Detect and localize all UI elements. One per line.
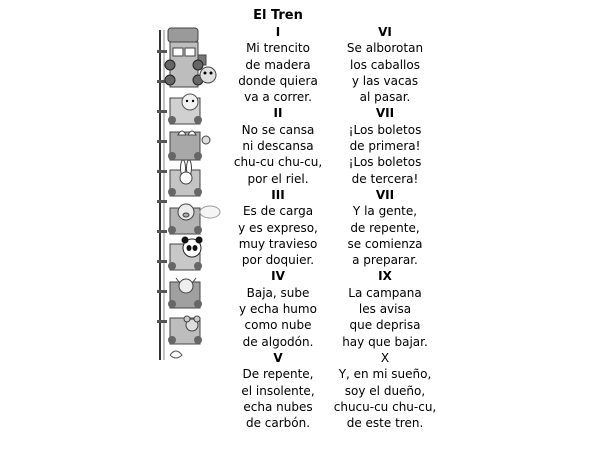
- stanza-numeral: VI: [378, 25, 392, 39]
- poem-title: El Tren: [253, 8, 303, 23]
- stanza-2: [218, 105, 338, 186]
- car-panda-icon: [168, 237, 203, 271]
- stanza-numeral: III: [271, 187, 285, 202]
- verse-line: por el riel.: [247, 171, 309, 186]
- verse-line: de este tren.: [346, 416, 424, 431]
- stanza-9: [325, 268, 445, 349]
- stanza-numeral: IX: [378, 269, 392, 284]
- verse-line: Baja, sube: [246, 285, 310, 300]
- car-sheep-icon: [168, 94, 202, 124]
- verse-line: como nube: [244, 318, 312, 333]
- verse-line: Mi trencito: [246, 41, 310, 56]
- verse-line: va a correr.: [244, 90, 312, 105]
- stanza-6: [325, 24, 445, 105]
- car-chickens-icon: [168, 131, 210, 160]
- car-cow-icon: [168, 278, 202, 308]
- verse-line: de madera: [245, 57, 311, 72]
- stanza-numeral: II: [273, 106, 283, 121]
- verse-line: ni descansa: [242, 139, 314, 154]
- stanza-numeral: VII: [375, 187, 395, 202]
- verse-line: de primera!: [349, 139, 421, 154]
- car-mouse-icon: [168, 316, 202, 344]
- stanza-5: [218, 350, 338, 431]
- verse-line: de repente,: [350, 220, 420, 235]
- verse-line: muy travieso: [238, 236, 318, 251]
- verse-line: Se alborotan: [346, 41, 424, 56]
- left-column: [218, 24, 338, 431]
- stanza-10: [325, 350, 445, 431]
- verse-line: ¡Los boletos: [348, 122, 422, 137]
- right-column: [325, 24, 445, 431]
- verse-line: el insolente,: [241, 383, 315, 398]
- verse-line: chu-cu chu-cu,: [233, 155, 323, 170]
- verse-line: que deprisa: [349, 318, 421, 333]
- verse-line: los caballos: [350, 57, 420, 72]
- verse-line: y echa humo: [239, 302, 317, 317]
- verse-line: chucu-cu chu-cu,: [333, 399, 437, 414]
- tail-swirl: [170, 351, 182, 358]
- verse-line: se comienza: [347, 236, 423, 251]
- verse-line: Y, en mi sueño,: [338, 367, 432, 382]
- verse-line: La campana: [348, 285, 422, 300]
- car-pig-icon: [168, 204, 220, 234]
- verse-line: echa nubes: [243, 399, 313, 414]
- verse-line: No se cansa: [241, 122, 315, 137]
- stanza-1: [218, 24, 338, 105]
- car-rabbit-icon: [168, 160, 202, 196]
- verse-line: les avisa: [358, 302, 412, 317]
- stanza-4: [218, 268, 338, 349]
- verse-line: por doquier.: [241, 253, 315, 268]
- verse-line: a preparar.: [352, 253, 418, 268]
- verse-line: soy el dueño,: [344, 383, 426, 398]
- verse-line: hay que bajar.: [342, 334, 428, 349]
- verse-line: donde quiera: [238, 73, 318, 88]
- verse-line: de tercera!: [351, 171, 419, 186]
- verse-line: De repente,: [242, 367, 314, 382]
- train-illustration: [150, 20, 225, 365]
- verse-line: de carbón.: [245, 416, 311, 431]
- rail-ties: [157, 50, 167, 323]
- verse-line: ¡Los boletos: [348, 155, 422, 170]
- verse-line: y las vacas: [351, 73, 419, 88]
- stanza-numeral: X: [380, 350, 390, 365]
- stanza-numeral: VII: [375, 106, 395, 121]
- verse-line: de algodón.: [242, 334, 314, 349]
- stanza-7: [325, 105, 445, 186]
- verse-line: Es de carga: [242, 204, 314, 219]
- stanza-numeral: I: [275, 25, 281, 39]
- stanza-3: [218, 187, 338, 268]
- stanza-numeral: V: [273, 350, 283, 365]
- verse-line: y es expreso,: [238, 220, 318, 235]
- verse-line: Y la gente,: [352, 204, 418, 219]
- stanza-8: [325, 187, 445, 268]
- stanza-numeral: IV: [271, 269, 285, 284]
- locomotive-icon: [165, 28, 216, 87]
- verse-line: al pasar.: [359, 90, 411, 105]
